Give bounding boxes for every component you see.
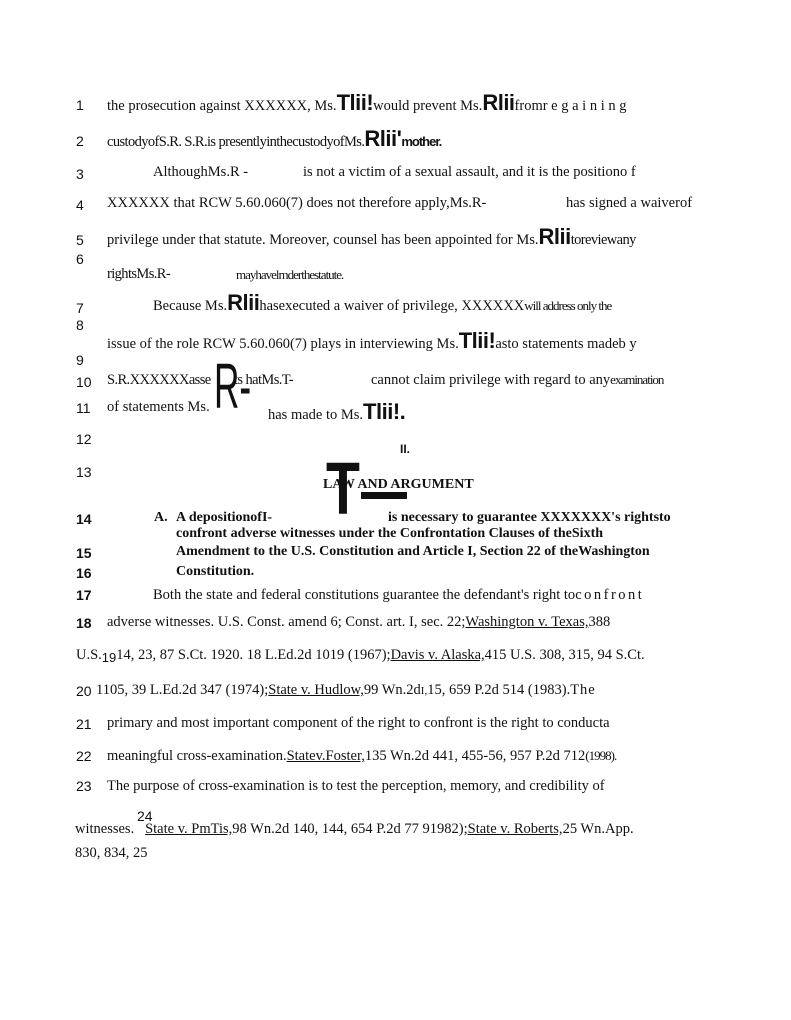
line-number: 18 xyxy=(76,615,92,631)
para-line-25: 830, 834, 25 xyxy=(75,845,148,861)
line-number: 23 xyxy=(76,778,92,794)
para-line-20: 1105, 39 L.Ed.2d 347 (1974);State v. Hudlow,99 Wn.2dI,15, 659 P.2d 514 (1983).The xyxy=(96,682,596,698)
text-line-9a: S.R.XXXXXXasse xyxy=(107,372,211,388)
text-line-5: privilege under that statute. Moreover, counsel has been appointed for Ms.Rliitoreviewany xyxy=(107,224,636,249)
text-line-6a: rightsMs.R- xyxy=(107,266,171,282)
redaction-mark-t: T xyxy=(326,447,360,530)
subhead-line-2: confront adverse witnesses under the Confrontation Clauses of theSixth xyxy=(176,526,604,541)
subhead-line-1a: A depositionofI- xyxy=(176,510,273,525)
subhead-line-4: Constitution. xyxy=(176,564,255,579)
line-number: 4 xyxy=(76,197,84,213)
para-line-18: adverse witnesses. U.S. Const. amend 6; Const. art. I, sec. 22;Washington v. Texas,388 xyxy=(107,614,611,630)
line-number: 12 xyxy=(76,431,92,447)
para-line-21: primary and most important component of the right to confront is the right to conducta xyxy=(107,715,610,731)
line-number: 3 xyxy=(76,166,84,182)
text-line-10a: of statements Ms. xyxy=(107,399,210,415)
line-number: 15 xyxy=(76,545,92,561)
text-line-3b: is not a victim of a sexual assault, and it is the positiono f xyxy=(303,164,636,180)
text-line-6b: mayhavelmderthestatute. xyxy=(236,267,344,282)
line-number: 10 xyxy=(76,374,92,390)
line-number: 9 xyxy=(76,352,84,368)
para-line-19: U.S.1914, 23, 87 S.Ct. 1920. 18 L.Ed.2d 1019 (1967);Davis v. Alaska,415 U.S. 308, 315, 94 S.Ct. xyxy=(76,647,645,665)
line-number: 6 xyxy=(76,251,84,267)
text-line-9b: ts hatMs.T- xyxy=(234,372,293,388)
text-line-4b: has signed a waiverof xyxy=(566,195,693,211)
para-line-17: Both the state and federal constitutions guarantee the defendant's right toconfront xyxy=(153,587,645,603)
line-number: 22 xyxy=(76,748,92,764)
redaction-bar xyxy=(361,492,407,499)
section-number: II. xyxy=(400,442,411,456)
text-line-10b: has made to Ms.Tlii!. xyxy=(268,399,406,424)
redaction-mark-r: R- xyxy=(214,350,252,422)
line-number: 17 xyxy=(76,587,92,603)
text-line-9c: cannot claim privilege with regard to anyexamination xyxy=(371,372,664,388)
line-number: 1 xyxy=(76,97,84,113)
text-line-4a: XXXXXX that RCW 5.60.060(7) does not therefore apply,Ms.R- xyxy=(107,195,487,211)
text-line-7: Because Ms.Rliihasexecuted a waiver of privilege, XXXXXXwill address only the xyxy=(153,290,612,315)
section-title: LAW AND ARGUMENT xyxy=(323,477,474,492)
subhead-line-1b: is necessary to guarantee XXXXXXX's rightsto xyxy=(388,510,671,525)
line-number: 8 xyxy=(76,317,84,333)
subhead-line-3: Amendment to the U.S. Constitution and Article I, Section 22 of theWashington xyxy=(176,544,650,559)
text-line-8: issue of the role RCW 5.60.060(7) plays in interviewing Ms.Tlii!asto statements madeb y xyxy=(107,328,637,353)
line-number: 16 xyxy=(76,565,92,581)
subhead-letter: A. xyxy=(154,510,168,525)
text-line-2: custodyofS.R. S.R.is presentlyinthecustodyofMs.Rlii'mother. xyxy=(107,126,442,151)
text-line-3a: AlthoughMs.R - xyxy=(153,164,249,180)
line-number: 5 xyxy=(76,232,84,248)
line-number: 14 xyxy=(76,511,92,527)
text-line-1: the prosecution against XXXXXX, Ms.Tlii!would prevent Ms.Rliifromr e g a i n i n g xyxy=(107,90,627,115)
para-line-22: meaningful cross-examination.Statev.Foster,135 Wn.2d 441, 455-56, 957 P.2d 712(1998). xyxy=(107,748,617,764)
line-number: 20 xyxy=(76,683,92,699)
para-line-24: witnesses. State v. PmTis,98 Wn.2d 140, 144, 654 P.2d 77 91982);State v. Roberts,25 Wn.App. xyxy=(75,821,634,837)
line-number: 13 xyxy=(76,464,92,480)
line-number: 11 xyxy=(76,400,91,416)
line-number: 24 xyxy=(137,808,153,824)
line-number: 21 xyxy=(76,716,92,732)
para-line-23: The purpose of cross-examination is to test the perception, memory, and credibility of xyxy=(107,778,605,794)
line-number: 7 xyxy=(76,300,84,316)
line-number: 2 xyxy=(76,133,84,149)
